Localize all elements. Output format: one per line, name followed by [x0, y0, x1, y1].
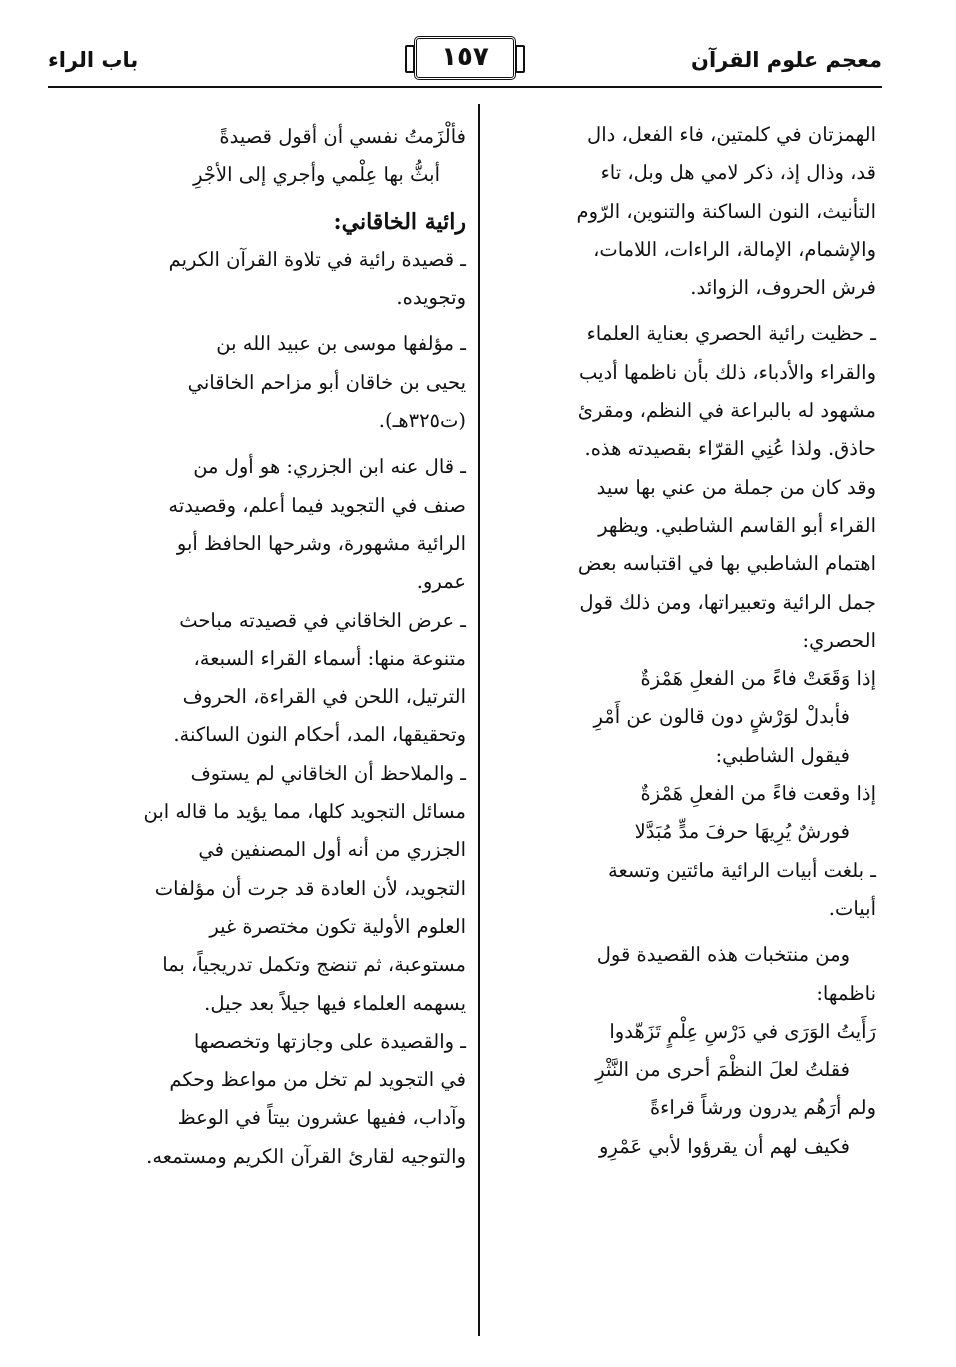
- text-line: ـ قصيدة رائية في تلاوة القرآن الكريم: [168, 247, 466, 271]
- left-column: [72, 118, 466, 1176]
- text-line: مسائل التجويد كلها، مما يؤيد ما قاله ابن: [143, 800, 466, 824]
- text-line: في التجويد لم تخل من مواعظ وحكم: [169, 1068, 466, 1092]
- text-line: ـ والقصيدة على وجازتها وتخصصها: [193, 1029, 466, 1053]
- text-line: يحيى بن خاقان أبو مزاحم الخاقاني: [187, 370, 466, 394]
- page-number: ١٥٧: [414, 36, 516, 80]
- paragraph-gap: [482, 928, 876, 936]
- paragraph-gap: [72, 317, 466, 325]
- text-line: حاذق. ولذا عُنِي القرّاء بقصيدته هذه.: [584, 437, 876, 461]
- text-line: وتحقيقها، المد، أحكام النون الساكنة.: [173, 723, 466, 747]
- text-line: التأنيث، النون الساكنة والتنوين، الرّوم: [576, 199, 876, 223]
- paragraph-gap: [72, 195, 466, 203]
- verse-hemistich: أبثُّ بها عِلْمي وأجري إلى الأجْرِ: [193, 163, 440, 187]
- paragraph-gap: [482, 307, 876, 315]
- verse-hemistich: فورشٌ يُرِيهَا حرفَ مدٍّ مُبَدَّلا: [634, 820, 850, 844]
- text-line: ـ بلغت أبيات الرائية مائتين وتسعة: [607, 858, 876, 882]
- text-line: ـ عرض الخاقاني في قصيدته مباحث: [179, 608, 466, 632]
- verse-hemistich: إذا وقعت فاءً من الفعلِ هَمْزةٌ: [640, 782, 876, 806]
- verse-hemistich: فكيف لهم أن يقرؤوا لأبي عَمْرِو: [599, 1134, 850, 1158]
- text-line: والقراء والأدباء، ذلك بأن ناظمها أديب: [579, 360, 876, 384]
- text-line: عمرو.: [416, 570, 466, 594]
- section-title: باب الراء: [48, 48, 139, 72]
- entry-heading: رائية الخاقاني:: [333, 208, 466, 235]
- text-line: ـ والملاحظ أن الخاقاني لم يستوف: [190, 761, 466, 785]
- text-line: يسهمه العلماء فيها جيلاً بعد جيل.: [204, 991, 466, 1015]
- text-line: وآداب، ففيها عشرون بيتاً في الوعظ: [177, 1106, 466, 1130]
- paragraph-gap: [72, 440, 466, 448]
- text-line: القراء أبو القاسم الشاطبي. ويظهر: [598, 513, 876, 537]
- text-line: التجويد، لأن العادة قد جرت أن مؤلفات: [154, 876, 466, 900]
- text-line: فيقول الشاطبي:: [715, 743, 850, 767]
- text-line: وقد كان من جملة من عني بها سيد: [596, 475, 876, 499]
- book-title: معجم علوم القرآن: [691, 48, 882, 72]
- text-line: (ت٣٢٥هـ).: [378, 409, 466, 433]
- text-line: والإشمام، الإمالة، الراءات، اللامات،: [593, 237, 876, 261]
- text-line: الترتيل، اللحن في القراءة، الحروف: [182, 685, 466, 709]
- text-line: الهمزتان في كلمتين، فاء الفعل، دال: [587, 123, 876, 146]
- text-line: ناظمها:: [816, 981, 876, 1005]
- verse-hemistich: إذا وَقَعَتْ فاءً من الفعلِ هَمْزةٌ: [640, 667, 876, 691]
- text-line: والتوجيه لقارئ القرآن الكريم ومستمعه.: [146, 1144, 466, 1168]
- right-column: [482, 116, 876, 1166]
- verse-hemistich: فقلتُ لعلَ النظْمَ أحرى من النَّثْرِ: [595, 1058, 850, 1082]
- text-line: العلوم الأولية تكون مختصرة غير: [209, 914, 466, 938]
- text-line: مستوعبة، ثم تنضج وتكمل تدريجياً، بما: [162, 953, 466, 977]
- text-line: مشهود له بالبراعة في النظم، ومقرئ: [577, 399, 876, 423]
- text-line: اهتمام الشاطبي بها في اقتباسه بعض: [577, 552, 876, 576]
- text-line: أبيات.: [828, 896, 876, 920]
- verse-hemistich: فألْزَمتُ نفسي أن أقول قصيدةً: [219, 125, 466, 148]
- verse-hemistich: رَأَيتُ الوَرَى في دَرْسِ عِلْمٍ تَزَهّدوا: [609, 1019, 876, 1043]
- text-line: الجزري من أنه أول المصنفين في: [198, 838, 466, 862]
- text-line: وتجويده.: [396, 286, 466, 310]
- text-line: ـ قال عنه ابن الجزري: هو أول من: [193, 455, 466, 479]
- verse-hemistich: فأبدلْ لوَرْشٍ دون قالون عن أَمْرِ: [593, 705, 850, 729]
- running-header: [48, 36, 882, 88]
- text-line: الرائية مشهورة، وشرحها الحافظ أبو: [176, 531, 466, 555]
- verse-hemistich: ولم أرَهُم يدرون ورشاً قراءةً: [649, 1096, 876, 1120]
- text-line: الحصري:: [802, 628, 876, 652]
- text-line: ـ مؤلفها موسى بن عبيد الله بن: [216, 332, 466, 356]
- text-line: ـ حظيت رائية الحصري بعناية العلماء: [586, 322, 876, 346]
- text-line: جمل الرائية وتعبيراتها، ومن ذلك قول: [579, 590, 876, 614]
- text-line: ومن منتخبات هذه القصيدة قول: [596, 943, 850, 967]
- text-line: متنوعة منها: أسماء القراء السبعة،: [193, 646, 466, 670]
- text-line: صنف في التجويد فيما أعلم، وقصيدته: [168, 493, 466, 517]
- text-line: قد، وذال إذ، ذكر لامي هل وبل، تاء: [600, 161, 876, 185]
- text-line: فرش الحروف، الزوائد.: [690, 276, 876, 300]
- column-divider: [478, 104, 480, 1336]
